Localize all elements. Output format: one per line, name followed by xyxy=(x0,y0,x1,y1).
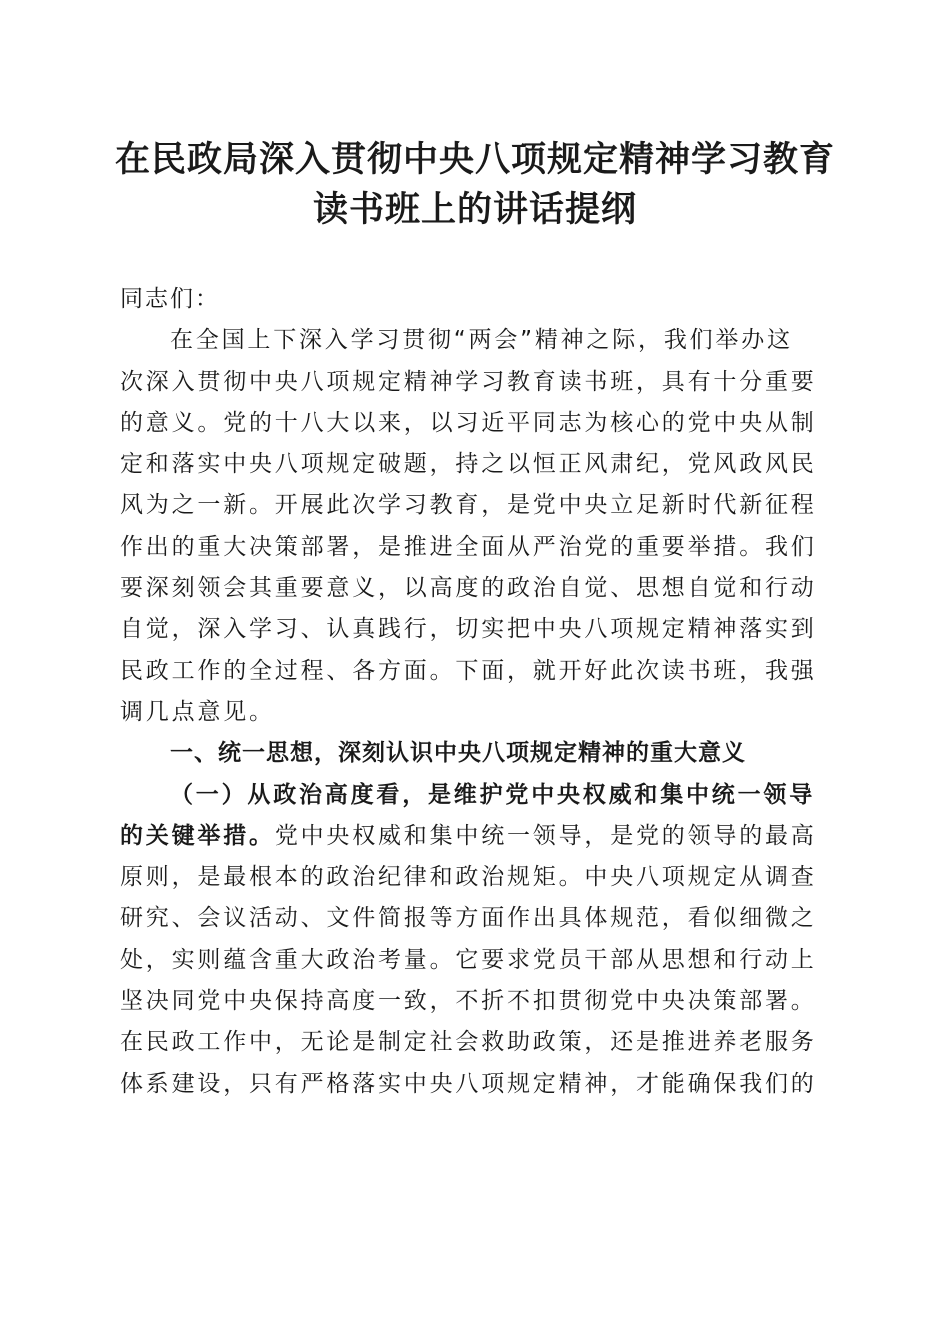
paragraph-line: 研究、会议活动、文件简报等方面作出具体规范，看似细微之 xyxy=(120,905,817,932)
paragraph-line: 体系建设，只有严格落实中央八项规定精神，才能确保我们的 xyxy=(120,1070,817,1097)
subsection-heading: （一）从政治高度看，是维护党中央权威和集中统一领导 xyxy=(170,781,815,808)
paragraph-line: 要深刻领会其重要意义，以高度的政治自觉、思想自觉和行动 xyxy=(120,575,817,602)
paragraph-line: 调几点意见。 xyxy=(120,698,275,725)
paragraph-line: 在全国上下深入学习贯彻“两会”精神之际，我们举办这 xyxy=(170,327,793,354)
paragraph-line: 风为之一新。开展此次学习教育，是党中央立足新时代新征程 xyxy=(120,492,817,519)
paragraph-line: 次深入贯彻中央八项规定精神学习教育读书班，具有十分重要 xyxy=(120,368,817,395)
paragraph-line: 在民政工作中，无论是制定社会救助政策，还是推进养老服务 xyxy=(120,1029,817,1056)
paragraph-line-text: 党中央权威和集中统一领导，是党的领导的最高 xyxy=(274,822,817,849)
paragraph-line: 处，实则蕴含重大政治考量。它要求党员干部从思想和行动上 xyxy=(120,946,817,973)
document-title-line-2: 读书班上的讲话提纲 xyxy=(312,189,637,230)
paragraph-line: 民政工作的全过程、各方面。下面，就开好此次读书班，我强 xyxy=(120,657,817,684)
paragraph-line xyxy=(120,816,830,857)
salutation: 同志们： xyxy=(120,286,220,312)
paragraph-line: 的意义。党的十八大以来，以习近平同志为核心的党中央从制 xyxy=(120,409,817,436)
section-heading: 一、统一思想，深刻认识中央八项规定精神的重大意义 xyxy=(170,740,746,767)
paragraph-line: 坚决同党中央保持高度一致，不折不扣贯彻党中央决策部署。 xyxy=(120,988,817,1015)
paragraph-line: 自觉，深入学习、认真践行，切实把中央八项规定精神落实到 xyxy=(120,616,817,643)
subsection-heading-end: 的关键举措。 xyxy=(120,822,275,849)
document-title-line-1: 在民政局深入贯彻中央八项规定精神学习教育 xyxy=(114,139,835,180)
document-body xyxy=(120,279,830,1105)
paragraph-line: 作出的重大决策部署，是推进全面从严治党的重要举措。我们 xyxy=(120,533,817,560)
paragraph-line: 原则，是最根本的政治纪律和政治规矩。中央八项规定从调查 xyxy=(120,864,817,891)
paragraph-line: 定和落实中央八项规定破题，持之以恒正风肃纪，党风政风民 xyxy=(120,451,817,478)
